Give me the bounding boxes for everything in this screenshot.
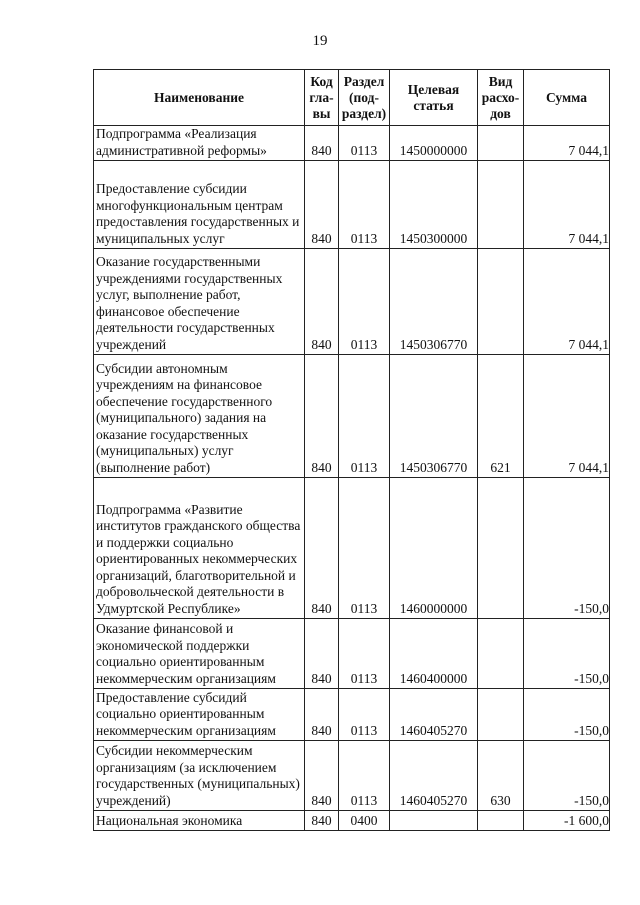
- cell-section: 0113: [339, 741, 390, 811]
- cell-sum: -150,0: [524, 741, 610, 811]
- table-header-row: [94, 70, 610, 126]
- cell-target: 1450000000: [390, 126, 478, 161]
- header-name: Наименование: [94, 70, 305, 126]
- cell-type: [478, 689, 524, 741]
- table-row: [94, 811, 610, 831]
- cell-target: 1460405270: [390, 741, 478, 811]
- cell-section: 0113: [339, 161, 390, 249]
- cell-name: Оказание финансовой и экономической поддержки социально ориентированным некоммерческим организациям: [94, 619, 305, 689]
- cell-sum: -150,0: [524, 478, 610, 619]
- cell-sum: 7 044,1: [524, 355, 610, 478]
- cell-target: [390, 811, 478, 831]
- cell-code: 840: [305, 689, 339, 741]
- cell-type: [478, 161, 524, 249]
- cell-type: [478, 249, 524, 355]
- cell-section: 0113: [339, 126, 390, 161]
- cell-target: 1450306770: [390, 355, 478, 478]
- table-row: [94, 478, 610, 619]
- table-row: [94, 161, 610, 249]
- cell-code: 840: [305, 126, 339, 161]
- cell-name: Подпрограмма «Реализация административной реформы»: [94, 126, 305, 161]
- cell-name: Подпрограмма «Развитие институтов гражданского общества и поддержки социально ориентированных некоммерческих организаций, благотворительной и добровольческой деятельности в Удмуртской Республике»: [94, 478, 305, 619]
- table-row: [94, 249, 610, 355]
- cell-name: Предоставление субсидий социально ориентированным некоммерческим организациям: [94, 689, 305, 741]
- table-row: [94, 689, 610, 741]
- cell-target: 1460400000: [390, 619, 478, 689]
- cell-type: [478, 478, 524, 619]
- cell-code: 840: [305, 619, 339, 689]
- cell-type: [478, 811, 524, 831]
- cell-sum: -1 600,0: [524, 811, 610, 831]
- cell-code: 840: [305, 741, 339, 811]
- budget-table: [93, 69, 610, 831]
- cell-sum: 7 044,1: [524, 161, 610, 249]
- cell-name: Предоставление субсидии многофункциональным центрам предоставления государственных и муниципальных услуг: [94, 161, 305, 249]
- cell-target: 1450306770: [390, 249, 478, 355]
- cell-target: 1460000000: [390, 478, 478, 619]
- cell-target: 1450300000: [390, 161, 478, 249]
- cell-code: 840: [305, 811, 339, 831]
- page-number: 19: [312, 33, 328, 49]
- table-row: [94, 741, 610, 811]
- cell-section: 0400: [339, 811, 390, 831]
- cell-section: 0113: [339, 689, 390, 741]
- cell-sum: 7 044,1: [524, 126, 610, 161]
- cell-section: 0113: [339, 355, 390, 478]
- cell-section: 0113: [339, 619, 390, 689]
- cell-type: [478, 619, 524, 689]
- table-body: [94, 126, 610, 831]
- header-code: Код гла-вы: [305, 70, 339, 126]
- header-section: Раздел (под-раздел): [339, 70, 390, 126]
- cell-type: [478, 126, 524, 161]
- cell-name: Субсидии некоммерческим организациям (за исключением государственных (муниципальных) учреждений): [94, 741, 305, 811]
- cell-section: 0113: [339, 478, 390, 619]
- cell-sum: -150,0: [524, 689, 610, 741]
- cell-type: 630: [478, 741, 524, 811]
- header-target: Целевая статья: [390, 70, 478, 126]
- cell-code: 840: [305, 161, 339, 249]
- cell-sum: 7 044,1: [524, 249, 610, 355]
- cell-name: Оказание государственными учреждениями государственных услуг, выполнение работ, финансовое обеспечение деятельности государственных учреждений: [94, 249, 305, 355]
- header-type: Вид расхо-дов: [478, 70, 524, 126]
- cell-section: 0113: [339, 249, 390, 355]
- cell-code: 840: [305, 355, 339, 478]
- cell-name: Национальная экономика: [94, 811, 305, 831]
- cell-type: 621: [478, 355, 524, 478]
- header-sum: Сумма: [524, 70, 610, 126]
- cell-code: 840: [305, 478, 339, 619]
- cell-target: 1460405270: [390, 689, 478, 741]
- table-row: [94, 355, 610, 478]
- table-row: [94, 126, 610, 161]
- cell-name: Субсидии автономным учреждениям на финансовое обеспечение государственного (муниципального) задания на оказание государственных (муниципальных) услуг (выполнение работ): [94, 355, 305, 478]
- cell-sum: -150,0: [524, 619, 610, 689]
- table-row: [94, 619, 610, 689]
- cell-code: 840: [305, 249, 339, 355]
